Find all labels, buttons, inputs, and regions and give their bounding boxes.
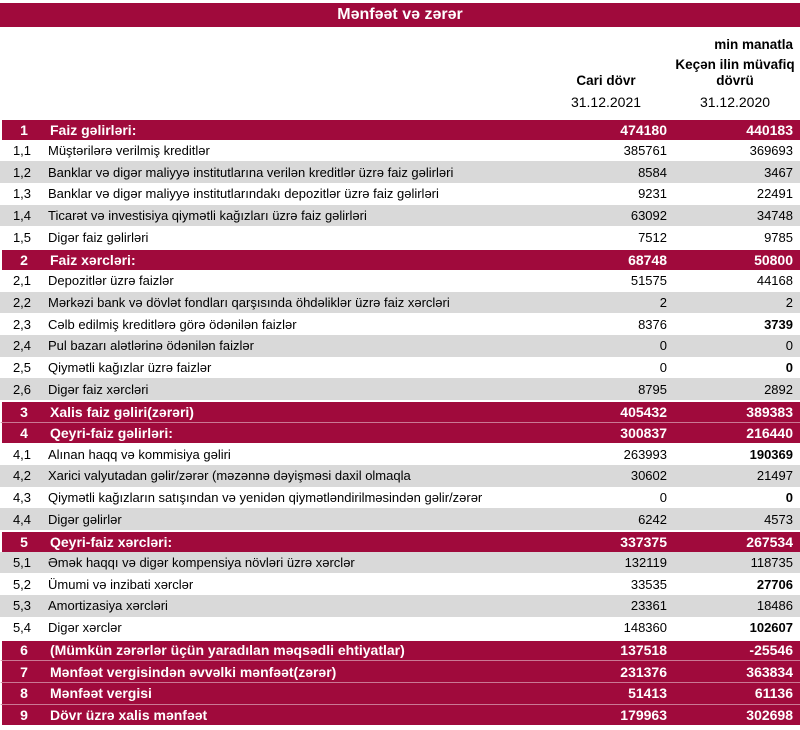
value-previous: 216440 <box>746 424 793 441</box>
value-current: 474180 <box>620 121 667 138</box>
row-number: 4,3 <box>12 490 32 506</box>
column-dates-spacer <box>0 94 540 111</box>
value-previous: 190369 <box>749 446 793 462</box>
row-number: 2,4 <box>12 338 32 354</box>
row-number: 2,6 <box>12 381 32 397</box>
item-row <box>0 573 800 595</box>
value-previous: 102607 <box>749 620 793 636</box>
row-number: 8 <box>20 685 28 702</box>
value-current: 68748 <box>628 251 667 268</box>
section-row <box>0 682 800 704</box>
value-previous: 22491 <box>756 186 793 202</box>
row-label: Əmək haqqı və digər kompensiya növləri üzrə xərclər <box>48 555 355 571</box>
value-current: 385761 <box>623 143 667 159</box>
value-current: 2 <box>659 294 667 310</box>
section-row <box>0 248 800 270</box>
row-number: 2,2 <box>12 294 32 310</box>
unit-note: min manatla <box>714 37 793 52</box>
row-number: 5,4 <box>12 620 32 636</box>
row-number: 4,4 <box>12 511 32 527</box>
value-previous: 3739 <box>764 316 793 332</box>
value-current: 23361 <box>630 598 667 614</box>
row-number: 1,4 <box>12 208 32 224</box>
column-headers <box>0 57 800 89</box>
value-current: 148360 <box>623 620 667 636</box>
value-current: 8376 <box>638 316 667 332</box>
section-row <box>0 118 800 140</box>
value-previous: 2 <box>785 294 793 310</box>
row-label: Faiz gəlirləri: <box>50 121 137 138</box>
item-row <box>0 552 800 574</box>
column-dates <box>0 94 800 111</box>
value-current: 137518 <box>620 642 667 659</box>
row-label: Mənfəət vergisi <box>50 685 152 702</box>
value-current: 0 <box>659 490 667 506</box>
value-previous: 2892 <box>764 381 793 397</box>
row-number: 2 <box>20 251 28 268</box>
row-label: Pul bazarı alətlərinə ödənilən faizlər <box>48 338 254 354</box>
row-number: 1,5 <box>12 229 32 245</box>
item-row <box>0 183 800 205</box>
item-row <box>0 226 800 248</box>
item-row <box>0 378 800 400</box>
row-label: Cəlb edilmiş kreditlərə görə ödənilən faizlər <box>48 316 297 332</box>
item-row <box>0 443 800 465</box>
item-row <box>0 595 800 617</box>
value-previous: 0 <box>785 490 793 506</box>
row-label: Banklar və digər maliyyə institutlarına verilən kreditlər üzrə faiz gəlirləri <box>48 164 454 180</box>
col-header-previous-period: Keçən ilin müvafiq dövrü <box>675 57 795 88</box>
value-previous: 61136 <box>754 685 793 702</box>
row-label: Faiz xərcləri: <box>50 251 136 268</box>
row-number: 4,2 <box>12 468 32 484</box>
value-previous: 4573 <box>764 511 793 527</box>
value-current: 33535 <box>630 576 667 592</box>
row-label: Qeyri-faiz gəlirləri: <box>50 424 173 441</box>
item-row <box>0 313 800 335</box>
row-number: 4 <box>20 424 28 441</box>
value-previous: 9785 <box>764 229 793 245</box>
value-previous: 267534 <box>746 533 793 550</box>
item-row <box>0 465 800 487</box>
item-row <box>0 140 800 162</box>
value-current: 51413 <box>628 685 667 702</box>
value-previous: 389383 <box>746 403 793 420</box>
value-previous: 302698 <box>746 706 793 723</box>
row-number: 6 <box>20 642 28 659</box>
item-row <box>0 292 800 314</box>
row-label: Ümumi və inzibati xərclər <box>48 576 194 592</box>
value-previous: -25546 <box>749 642 793 659</box>
row-label: Xarici valyutadan gəlir/zərər (məzənnə dəyişməsi daxil olmaqla <box>48 468 411 484</box>
item-row <box>0 161 800 183</box>
item-row <box>0 487 800 509</box>
value-current: 63092 <box>630 208 667 224</box>
date-previous-period: 31.12.2020 <box>699 94 771 110</box>
row-number: 4,1 <box>12 446 32 462</box>
value-current: 51575 <box>630 273 667 289</box>
value-previous: 440183 <box>746 121 793 138</box>
value-current: 7512 <box>638 229 667 245</box>
value-current: 405432 <box>620 403 667 420</box>
value-previous: 118735 <box>750 555 793 571</box>
row-number: 5,3 <box>12 598 32 614</box>
report-title: Mənfəət və zərər <box>337 6 463 23</box>
value-previous: 34748 <box>756 208 793 224</box>
row-label: (Mümkün zərərlər üçün yaradılan məqsədli ehtiyatlar) <box>50 642 405 659</box>
row-label: Banklar və digər maliyyə institutlarındakı depozitlər üzrə faiz gəlirləri <box>48 186 439 202</box>
value-current: 263993 <box>623 446 667 462</box>
item-row <box>0 270 800 292</box>
row-number: 1,3 <box>12 186 32 202</box>
value-previous: 0 <box>785 359 793 375</box>
value-current: 231376 <box>620 663 667 680</box>
value-current: 179963 <box>620 706 667 723</box>
value-previous: 27706 <box>756 576 793 592</box>
value-previous: 50800 <box>754 251 793 268</box>
date-current-period: 31.12.2021 <box>570 94 642 110</box>
row-number: 5 <box>20 533 28 550</box>
value-current: 132119 <box>624 555 667 571</box>
item-row <box>0 508 800 530</box>
row-number: 1,1 <box>12 143 32 159</box>
col-header-current-period: Cari dövr <box>576 73 636 88</box>
section-row <box>0 660 800 682</box>
section-row <box>0 400 800 422</box>
row-number: 1,2 <box>12 164 32 180</box>
value-previous: 21497 <box>756 468 793 484</box>
row-number: 1 <box>20 121 28 138</box>
row-number: 5,1 <box>12 555 32 571</box>
row-label: Mərkəzi bank və dövlət fondları qarşısında öhdəliklər üzrə faiz xərcləri <box>48 294 450 310</box>
value-current: 6242 <box>638 511 667 527</box>
value-current: 337375 <box>620 533 667 550</box>
row-label: Depozitlər üzrə faizlər <box>48 273 174 289</box>
item-row <box>0 205 800 227</box>
row-number: 2,3 <box>12 316 32 332</box>
row-label: Digər gəlirlər <box>48 511 122 527</box>
row-label: Qiymətli kağızlar üzrə faizlər <box>48 359 212 375</box>
section-row <box>0 704 800 726</box>
row-number: 2,5 <box>12 359 32 375</box>
value-current: 0 <box>659 338 667 354</box>
row-number: 9 <box>20 706 28 723</box>
value-previous: 3467 <box>764 164 793 180</box>
section-row <box>0 422 800 444</box>
value-previous: 44168 <box>756 273 793 289</box>
value-previous: 369693 <box>749 143 793 159</box>
value-current: 30602 <box>630 468 667 484</box>
row-label: Qiymətli kağızların satışından və yenidən qiymətləndirilməsindən gəlir/zərər <box>48 490 483 506</box>
item-row <box>0 617 800 639</box>
row-number: 7 <box>20 663 28 680</box>
row-label: Digər faiz xərcləri <box>48 381 149 397</box>
item-row <box>0 357 800 379</box>
row-number: 5,2 <box>12 576 32 592</box>
section-row <box>0 639 800 661</box>
row-label: Alınan haqq və kommisiya gəliri <box>48 446 231 462</box>
item-row <box>0 335 800 357</box>
value-current: 0 <box>659 359 667 375</box>
report-title-bar <box>0 3 800 27</box>
row-label: Xalis faiz gəliri(zərəri) <box>50 403 194 420</box>
row-label: Digər xərclər <box>48 620 122 636</box>
value-previous: 363834 <box>746 663 793 680</box>
row-label: Amortizasiya xərcləri <box>48 598 168 614</box>
row-label: Digər faiz gəlirləri <box>48 229 149 245</box>
row-number: 2,1 <box>12 273 32 289</box>
pl-table-body <box>0 118 800 725</box>
value-current: 300837 <box>620 424 667 441</box>
row-label: Müştərilərə verilmiş kreditlər <box>48 143 210 159</box>
row-label: Mənfəət vergisindən əvvəlki mənfəət(zərər) <box>50 663 337 680</box>
row-label: Ticarət və investisiya qiymətli kağızları üzrə faiz gəlirləri <box>48 208 367 224</box>
value-previous: 18486 <box>756 598 793 614</box>
value-current: 9231 <box>638 186 667 202</box>
row-label: Dövr üzrə xalis mənfəət <box>50 706 208 723</box>
value-current: 8584 <box>638 164 667 180</box>
row-label: Qeyri-faiz xərcləri: <box>50 533 173 550</box>
value-current: 8795 <box>638 381 667 397</box>
value-previous: 0 <box>785 338 793 354</box>
section-row <box>0 530 800 552</box>
row-number: 3 <box>20 403 28 420</box>
